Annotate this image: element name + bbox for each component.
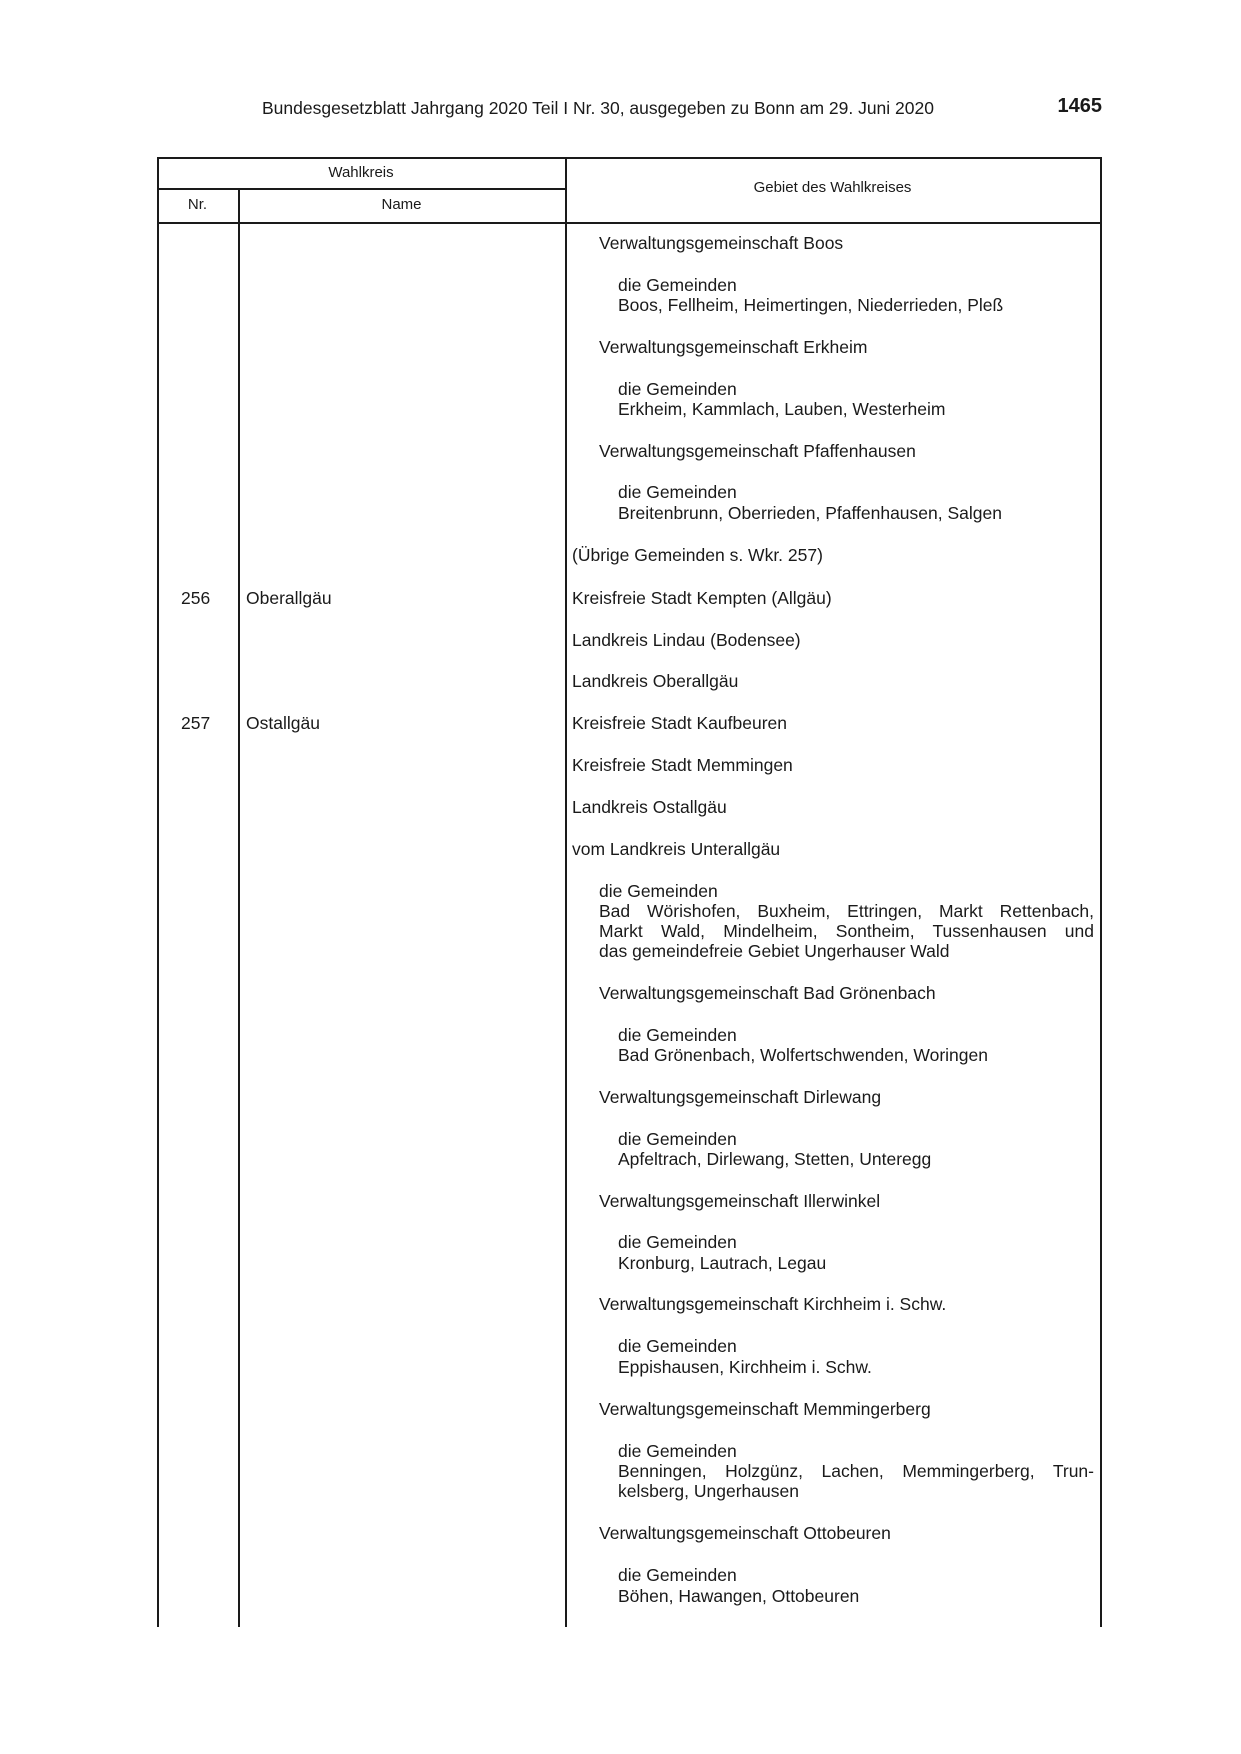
gemeinden-list: das gemeindefreie Gebiet Ungerhauser Wald [599, 941, 950, 961]
gemeinden-label: die Gemeinden [618, 1129, 737, 1149]
gemeinden-list: kelsberg, Ungerhausen [618, 1481, 799, 1501]
gebiet-entry: Landkreis Ostallgäu [572, 797, 727, 817]
uebrige-gemeinden-note: (Übrige Gemeinden s. Wkr. 257) [572, 545, 823, 565]
gemeinden-label: die Gemeinden [618, 1232, 737, 1252]
column-divider-nr [238, 189, 240, 1627]
vg-heading: Verwaltungsgemeinschaft Pfaffenhausen [599, 441, 916, 461]
gebiet-entry: Landkreis Oberallgäu [572, 671, 739, 691]
gemeinden-list: Kronburg, Lautrach, Legau [618, 1253, 827, 1273]
gemeinden-list: Apfeltrach, Dirlewang, Stetten, Unteregg [618, 1149, 932, 1169]
table-border-right [1100, 157, 1102, 1627]
gebiet-entry: Landkreis Lindau (Bodensee) [572, 630, 801, 650]
vg-heading: Verwaltungsgemeinschaft Ottobeuren [599, 1523, 891, 1543]
gemeinden-list: Eppishausen, Kirchheim i. Schw. [618, 1357, 872, 1377]
vg-heading: Verwaltungsgemeinschaft Illerwinkel [599, 1191, 881, 1211]
wahlkreis-nr-257: 257 [181, 713, 211, 733]
gemeinden-list: Bad Wörishofen, Buxheim, Ettringen, Markt Rettenbach, [599, 901, 1094, 921]
header-nr: Nr. [187, 196, 208, 213]
gemeinden-label: die Gemeinden [618, 1565, 737, 1585]
gemeinden-list: Bad Grönenbach, Wolfertschwenden, Woringen [618, 1045, 988, 1065]
gazette-title: Bundesgesetzblatt Jahrgang 2020 Teil I Nr. 30, ausgegeben zu Bonn am 29. Juni 2020 [262, 98, 934, 118]
gemeinden-list: Benningen, Holzgünz, Lachen, Memmingerberg, Trun- [618, 1461, 1094, 1481]
gemeinden-list: Böhen, Hawangen, Ottobeuren [618, 1586, 860, 1606]
page-header [0, 95, 1241, 122]
header-bottom-rule [157, 222, 1102, 224]
gemeinden-label: die Gemeinden [618, 1441, 737, 1461]
vg-heading: Verwaltungsgemeinschaft Erkheim [599, 337, 868, 357]
gemeinden-label: die Gemeinden [599, 881, 718, 901]
vg-heading: Verwaltungsgemeinschaft Dirlewang [599, 1087, 882, 1107]
gemeinden-label: die Gemeinden [618, 482, 737, 502]
vg-heading: Verwaltungsgemeinschaft Memmingerberg [599, 1399, 931, 1419]
header-gebiet: Gebiet des Wahlkreises [753, 179, 912, 196]
wahlkreis-name-257: Ostallgäu [246, 713, 320, 733]
vg-heading: Verwaltungsgemeinschaft Bad Grönenbach [599, 983, 936, 1003]
gemeinden-list: Markt Wald, Mindelheim, Sontheim, Tussenhausen und [599, 921, 1094, 941]
column-divider-name [565, 157, 567, 1627]
gemeinden-label: die Gemeinden [618, 1336, 737, 1356]
vg-heading: Verwaltungsgemeinschaft Kirchheim i. Schw. [599, 1294, 947, 1314]
vg-heading: Verwaltungsgemeinschaft Boos [599, 233, 844, 253]
page-number: 1465 [1057, 95, 1102, 117]
table-border-left [157, 157, 159, 1627]
gebiet-entry: vom Landkreis Unterallgäu [572, 839, 781, 859]
gebiet-entry: Kreisfreie Stadt Memmingen [572, 755, 793, 775]
gemeinden-label: die Gemeinden [618, 1025, 737, 1045]
wahlkreis-nr-256: 256 [181, 588, 211, 608]
gebiet-entry: Kreisfreie Stadt Kaufbeuren [572, 713, 787, 733]
table-border-top [157, 157, 1102, 159]
gemeinden-list: Erkheim, Kammlach, Lauben, Westerheim [618, 399, 946, 419]
wahlkreis-name-256: Oberallgäu [246, 588, 332, 608]
gebiet-entry: Kreisfreie Stadt Kempten (Allgäu) [572, 588, 832, 608]
gemeinden-list: Breitenbrunn, Oberrieden, Pfaffenhausen, Salgen [618, 503, 1002, 523]
gemeinden-list: Boos, Fellheim, Heimertingen, Niederrieden, Pleß [618, 295, 1004, 315]
header-subdivider [157, 188, 566, 190]
header-name: Name [381, 196, 422, 213]
header-wahlkreis: Wahlkreis [328, 164, 394, 181]
gemeinden-label: die Gemeinden [618, 379, 737, 399]
gemeinden-label: die Gemeinden [618, 275, 737, 295]
